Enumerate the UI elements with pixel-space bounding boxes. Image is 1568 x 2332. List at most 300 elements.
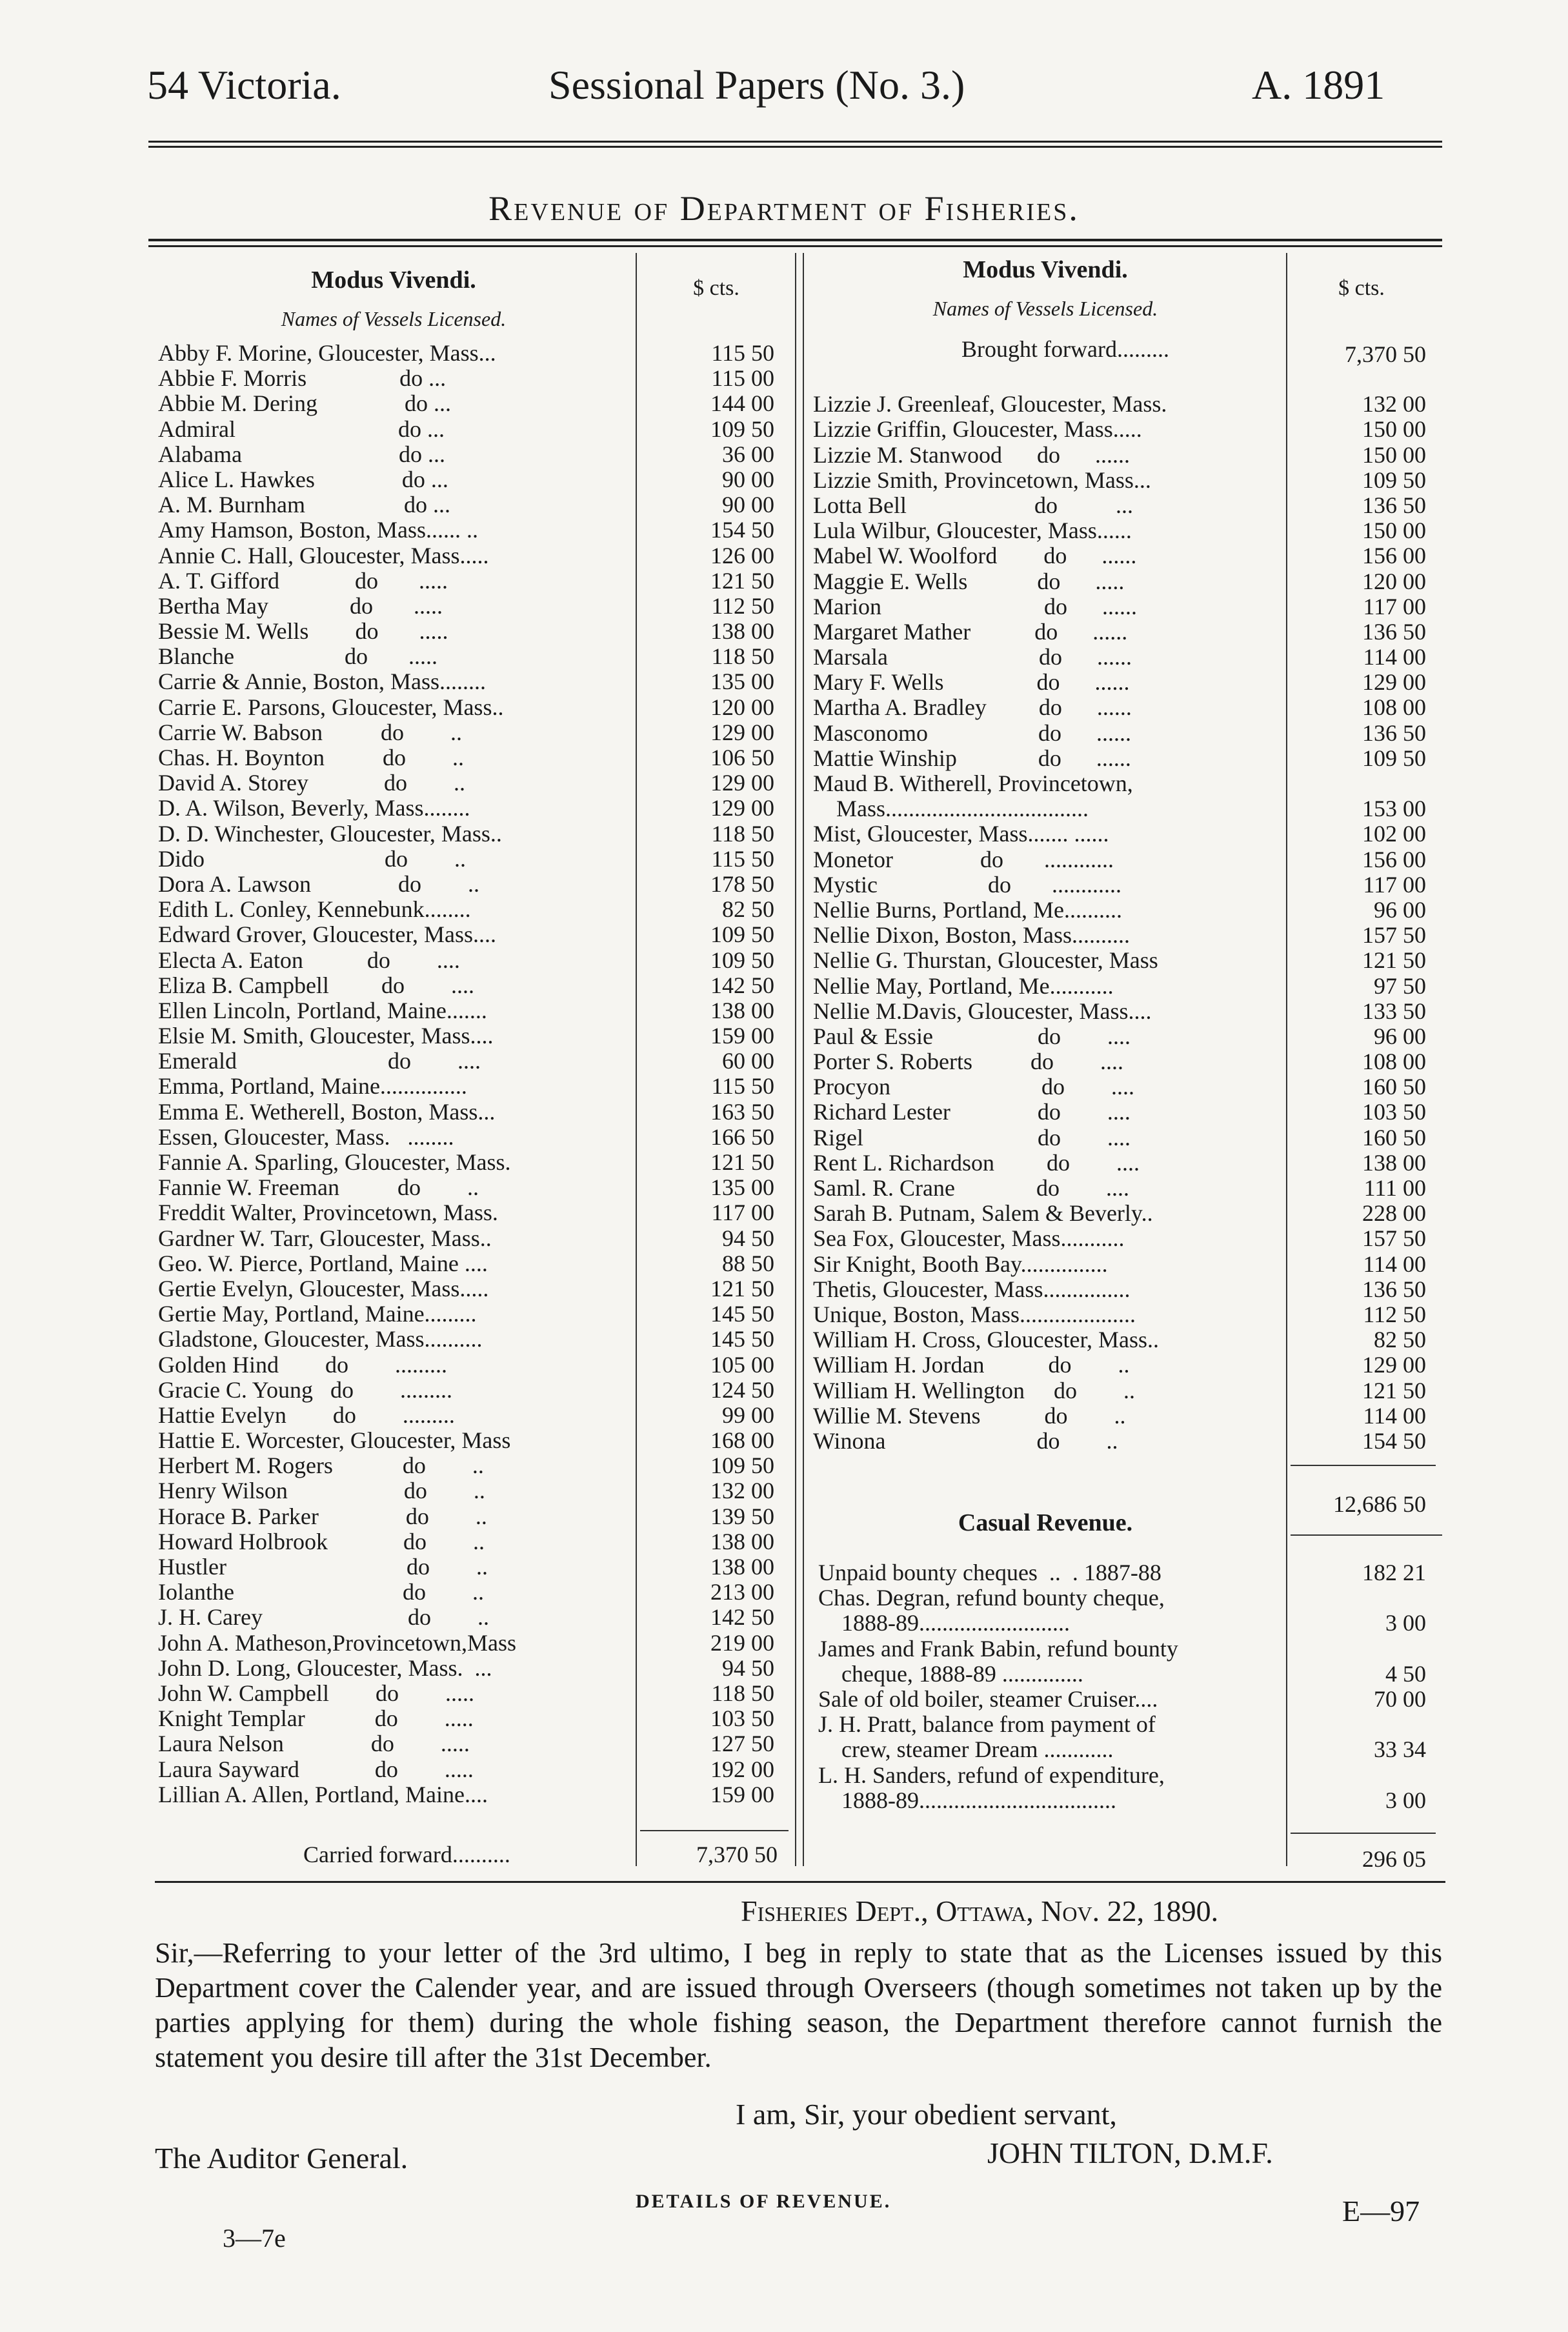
left-vessel-amount: 36 00 [722,441,774,467]
left-vessel-row [158,518,774,543]
right-vessel-amount: 82 50 [1374,1327,1426,1353]
brought-forward-value: 7,370 50 [1345,341,1426,367]
right-vessel-amount: 156 00 [1362,543,1426,569]
right-vessel-name: Margaret Mather do ...... [813,619,1128,645]
left-vessel-amount: 115 00 [711,365,774,392]
left-vessel-name: Chas. H. Boynton do .. [158,745,465,770]
right-vessel-name: Mary F. Wells do ...... [813,670,1130,696]
casual-total-rule [1291,1833,1436,1834]
left-vessel-amount: 159 00 [710,1023,774,1049]
right-vessel-name: Mystic do ............ [813,872,1122,898]
left-vessel-row [158,872,774,897]
left-vessel-name: Freddit Walter, Provincetown, Mass. [158,1200,498,1226]
right-vessel-amount: 157 50 [1362,922,1426,949]
right-vessel-name [813,367,1284,392]
left-vessel-row [158,1631,774,1656]
casual-item-amount: 3 00 [1385,1787,1426,1813]
letter-dateline: Fisheries Dept., Ottawa, Nov. 22, 1890. [741,1895,1219,1927]
left-vessel-amount: 115 50 [711,1073,774,1100]
left-vessel-name: Fannie A. Sparling, Gloucester, Mass. [158,1150,511,1175]
left-vessel-row [158,1049,774,1074]
left-vessel-row [158,1200,774,1225]
left-vessel-name: Iolanthe do .. [158,1580,484,1605]
left-vessel-name: Bertha May do ..... [158,593,443,619]
left-vessel-row [158,1352,774,1378]
left-vessel-row [158,1580,774,1605]
right-vessel-amount: 150 00 [1362,518,1426,544]
right-vessel-name: Lula Wilbur, Gloucester, Mass...... [813,518,1132,544]
right-vessel-amount: 228 00 [1362,1200,1426,1227]
left-vessel-amount: 138 00 [710,997,774,1023]
casual-item-amount: 33 34 [1374,1736,1426,1763]
left-vessel-name: Hustler do .. [158,1554,488,1580]
left-vessel-row [158,492,774,518]
right-vessel-amount: 133 50 [1362,998,1426,1024]
right-vessel-name: Mass................................... [813,796,1089,822]
carried-forward-label: Carried forward.......... [303,1842,510,1867]
right-vessel-row [813,1100,1426,1125]
left-vessel-row [158,922,774,947]
right-vessel-row [813,1327,1426,1352]
left-vessel-amount: 109 50 [710,416,774,442]
right-vessel-row [813,417,1426,442]
right-vessel-row [813,392,1426,417]
right-vessel-row [813,872,1426,898]
left-vessel-row [158,973,774,998]
casual-item-row [818,1763,1426,1788]
letter-signature: JOHN TILTON, D.M.F. [987,2136,1273,2169]
casual-item-row [818,1611,1426,1636]
right-vessel-amount: 103 50 [1362,1099,1426,1125]
left-vessel-row [158,1453,774,1478]
left-vessel-name: Essen, Gloucester, Mass. ........ [158,1124,454,1150]
left-vessel-amount: 135 00 [710,668,774,695]
right-vessel-name: Lizzie M. Stanwood do ...... [813,442,1130,468]
left-vessel-name: Electa A. Eaton do .... [158,947,460,973]
table-bottom-rule [155,1881,1445,1883]
left-vessel-row [158,1681,774,1706]
right-vessel-name: Winona do .. [813,1428,1118,1454]
left-vessel-amount: 121 50 [710,567,774,594]
right-vessel-name: Paul & Essie do .... [813,1023,1131,1049]
right-vessel-name: Porter S. Roberts do .... [813,1049,1123,1075]
right-vessel-name: Nellie G. Thurstan, Gloucester, Mass [813,948,1158,974]
right-vessel-amount: 129 00 [1362,669,1426,696]
left-vessel-amount: 88 50 [722,1250,774,1276]
left-vessel-row [158,998,774,1023]
casual-item-row [818,1788,1426,1813]
right-vessel-name: Sea Fox, Gloucester, Mass........... [813,1226,1125,1252]
left-vessel-name: Abbie F. Morris do ... [158,366,447,392]
right-vessel-row [813,721,1426,746]
left-vessel-amount: 159 00 [710,1781,774,1807]
page-title: Revenue of Department of Fisheries. [488,189,1080,228]
left-vessel-name: David A. Storey do .. [158,770,465,796]
right-vessel-amount: 160 50 [1362,1124,1426,1151]
left-vessel-name: Laura Nelson do ..... [158,1731,470,1757]
right-vessel-row [813,569,1426,594]
left-vessel-name: Hattie E. Worcester, Gloucester, Mass [158,1428,511,1454]
right-vessel-row [813,1352,1426,1378]
right-vessel-name: Monetor do ............ [813,847,1114,872]
left-vessel-row [158,1302,774,1327]
left-vessel-amount: 154 50 [710,517,774,543]
left-vessel-name: Henry Wilson do .. [158,1478,485,1504]
right-vessel-name: Nellie M.Davis, Gloucester, Mass.... [813,998,1152,1024]
right-vessel-row [813,518,1426,543]
left-vessel-row [158,1023,774,1049]
right-vessel-amount: 153 00 [1362,796,1426,822]
right-vessel-amount: 120 00 [1362,568,1426,594]
left-vessel-amount: 82 50 [722,896,774,923]
left-vessel-amount: 106 50 [710,745,774,770]
left-vessel-amount: 118 50 [711,1680,774,1706]
left-vessel-name: Gardner W. Tarr, Gloucester, Mass.. [158,1225,492,1251]
left-vessel-row [158,669,774,694]
left-vessel-amount: 142 50 [710,972,774,998]
left-vessel-amount: 144 00 [710,390,774,417]
right-vessel-name: Sarah B. Putnam, Salem & Beverly.. [813,1201,1153,1227]
left-vessel-name: John A. Matheson,Provincetown,Mass [158,1630,516,1656]
left-vessel-name: Howard Holbrook do .. [158,1529,485,1554]
carried-forward-value: 7,370 50 [696,1842,778,1867]
left-vessel-amount: 99 00 [722,1402,774,1428]
right-vessel-amount: 129 00 [1362,1352,1426,1378]
right-vessel-amount: 96 00 [1374,896,1426,923]
right-vessel-amount: 114 00 [1363,1402,1426,1429]
right-vessel-name: William H. Wellington do .. [813,1378,1135,1403]
right-vessel-name: Thetis, Gloucester, Mass............... [813,1276,1131,1302]
right-vessel-name: Nellie Dixon, Boston, Mass.......... [813,923,1130,949]
left-vessel-amount: 117 00 [711,1200,774,1226]
casual-item-name: 1888-89.................................. [818,1787,1116,1813]
left-vessel-name: Geo. W. Pierce, Portland, Maine .... [158,1251,488,1276]
left-vessel-row [158,543,774,568]
left-vessel-name: Hattie Evelyn do ......... [158,1402,455,1428]
left-vessel-amount: 219 00 [710,1629,774,1656]
right-vessel-name: Nellie May, Portland, Me........... [813,973,1114,999]
left-vessel-name: Gladstone, Gloucester, Mass.......... [158,1327,483,1352]
footer-details: DETAILS OF REVENUE. [636,2191,892,2212]
right-vessel-row [813,1201,1426,1226]
divider-center [795,253,796,1866]
right-vessel-amount [1284,367,1426,392]
right-vessel-row [813,493,1426,518]
left-vessel-row [158,1428,774,1453]
left-vessel-name: Eliza B. Campbell do .... [158,972,474,998]
letter-body: Sir,—Referring to your letter of the 3rd ultimo, I beg in reply to state that as the Licenses issued by this Department cover the Calender year, and are issued through Overseers (though sometimes not taken up by the parties applying for them) during the whole fishing season, the Department therefore cannot furnish the statement you desire till after the 31st December. [155,1937,1442,2073]
casual-item-name: cheque, 1888-89 .............. [818,1661,1083,1687]
left-vessel-row [158,1276,774,1302]
left-vessel-amount: 139 50 [710,1503,774,1529]
right-vessel-name: William H. Jordan do .. [813,1352,1130,1378]
left-vessel-name: J. H. Carey do .. [158,1605,489,1631]
right-vessel-row [813,1252,1426,1277]
left-vessel-row [158,1529,774,1554]
left-vessel-row [158,770,774,796]
right-vessel-row [813,1074,1426,1100]
right-vessel-name: Masconomo do ...... [813,720,1131,746]
left-vessel-amount: 132 00 [710,1478,774,1504]
right-subtotal-rule-2 [1291,1534,1442,1536]
left-vessel-name: John D. Long, Gloucester, Mass. ... [158,1655,492,1681]
footer-sheet-mark: 3—7e [223,2224,286,2253]
casual-total: 296 05 [1362,1846,1426,1872]
left-vessel-amount: 60 00 [722,1048,774,1074]
casual-revenue-list [818,1560,1426,1813]
right-vessel-row [813,898,1426,923]
right-vessel-row [813,468,1426,493]
right-vessel-row [813,1151,1426,1176]
right-vessel-amount: 136 50 [1362,492,1426,518]
right-vessel-row [813,1125,1426,1151]
right-vessel-name: Mabel W. Woolford do ...... [813,543,1137,569]
left-vessel-amount: 168 00 [710,1427,774,1454]
title-rule-2 [148,245,1442,247]
left-vessel-name: A. T. Gifford do ..... [158,568,448,594]
divider-center-2 [803,253,804,1866]
left-vessel-amount: 121 50 [710,1149,774,1175]
left-vessel-amount: 163 50 [710,1098,774,1125]
right-vessel-amount: 160 50 [1362,1074,1426,1100]
left-vessel-name: Alabama do ... [158,441,445,467]
casual-item-name: J. H. Pratt, balance from payment of [818,1712,1156,1738]
left-vessel-row [158,467,774,492]
right-vessel-name: Rent L. Richardson do .... [813,1150,1140,1176]
left-vessel-amount: 121 50 [710,1275,774,1302]
right-vessel-row [813,1226,1426,1251]
left-vessel-row [158,568,774,594]
left-vessel-name: Knight Templar do ..... [158,1706,474,1732]
left-vessel-name: Abbie M. Dering do ... [158,391,451,417]
left-vessel-row [158,1731,774,1756]
left-vessel-amount: 115 50 [711,845,774,872]
left-vessel-row [158,391,774,416]
left-vessel-name: Dido do .. [158,846,466,872]
left-vessel-name: Edith L. Conley, Kennebunk........ [158,897,471,923]
right-vessel-name: Marion do ...... [813,594,1137,619]
left-vessel-name: Lillian A. Allen, Portland, Maine.... [158,1782,488,1807]
left-vessel-list [158,341,774,1807]
right-vessel-row [813,999,1426,1024]
casual-item-amount [1284,1585,1426,1611]
left-vessel-amount: 109 50 [710,947,774,973]
right-subtotal-rule [1291,1465,1436,1466]
right-vessel-amount: 138 00 [1362,1149,1426,1176]
right-vessel-row [813,594,1426,619]
right-vessel-amount [1284,771,1426,796]
left-vessel-amount: 109 50 [710,921,774,948]
left-vessel-amount: 213 00 [710,1579,774,1605]
left-vessel-amount: 124 50 [710,1376,774,1403]
left-vessel-row [158,745,774,770]
left-vessel-row [158,1478,774,1503]
left-vessel-row [158,594,774,619]
right-vessel-name: Saml. R. Crane do .... [813,1176,1129,1201]
casual-item-row [818,1687,1426,1712]
right-vessel-amount: 154 50 [1362,1427,1426,1454]
left-vessel-amount: 90 00 [722,492,774,518]
left-vessel-row [158,442,774,467]
right-vessel-name: Marsala do ...... [813,645,1132,670]
right-vessel-amount: 117 00 [1363,871,1426,898]
left-vessel-name: Carrie & Annie, Boston, Mass........ [158,669,486,695]
right-vessel-row [813,771,1426,796]
right-vessel-row [813,367,1426,392]
left-vessel-row [158,1125,774,1150]
left-vessel-amount: 142 50 [710,1604,774,1631]
left-vessel-amount: 94 50 [722,1654,774,1681]
left-vessel-row [158,1403,774,1428]
right-vessel-amount: 117 00 [1363,593,1426,619]
left-vessel-amount: 109 50 [710,1452,774,1479]
left-vessel-amount: 138 00 [710,1554,774,1580]
right-vessel-row [813,923,1426,948]
casual-item-name: Chas. Degran, refund bounty cheque, [818,1585,1165,1611]
casual-item-row [818,1737,1426,1762]
left-vessel-name: D. D. Winchester, Gloucester, Mass.. [158,821,502,847]
left-vessel-name: Carrie E. Parsons, Gloucester, Mass.. [158,694,504,720]
right-vessel-amount: 108 00 [1362,694,1426,721]
right-vessel-row [813,1378,1426,1403]
right-vessel-row [813,746,1426,771]
right-vessel-row [813,670,1426,695]
right-vessel-amount: 136 50 [1362,719,1426,746]
right-vessel-name: Nellie Burns, Portland, Me.......... [813,897,1122,923]
left-vessel-amount: 138 00 [710,618,774,645]
right-vessel-amount: 109 50 [1362,745,1426,771]
left-vessel-name: Dora A. Lawson do .. [158,871,479,897]
left-vessel-name: Amy Hamson, Boston, Mass...... .. [158,518,479,543]
left-vessel-name: Golden Hind do ......... [158,1352,447,1378]
right-vessel-amount: 157 50 [1362,1225,1426,1252]
left-vessel-name: Emma E. Wetherell, Boston, Mass... [158,1099,496,1125]
casual-item-amount: 3 00 [1385,1610,1426,1636]
left-vessel-amount: 120 00 [710,694,774,720]
right-vessel-row [813,847,1426,872]
casual-item-row [818,1662,1426,1687]
casual-item-name: L. H. Sanders, refund of expenditure, [818,1762,1165,1788]
right-vessel-row [813,1277,1426,1302]
left-vessel-amount: 135 00 [710,1174,774,1201]
left-vessel-amount: 105 00 [710,1351,774,1378]
right-vessel-name: Rigel do .... [813,1125,1131,1151]
right-vessel-amount: 97 50 [1374,972,1426,999]
right-vessel-row [813,619,1426,645]
right-vessel-name: William H. Cross, Gloucester, Mass.. [813,1327,1160,1353]
header-year: A. 1891 [1252,62,1385,108]
left-vessel-row [158,695,774,720]
left-vessel-name: Herbert M. Rogers do .. [158,1453,484,1479]
left-vessel-name: Blanche do ..... [158,644,437,670]
left-vessel-name: Admiral do ... [158,416,445,442]
left-total-rule [640,1830,789,1831]
right-heading: Modus Vivendi. [963,256,1128,283]
left-vessel-row [158,1327,774,1352]
left-vessel-row [158,1150,774,1175]
right-vessel-row [813,645,1426,670]
left-amount-head: $ cts. [693,276,739,300]
right-vessel-name: Lizzie Smith, Provincetown, Mass... [813,467,1151,493]
right-vessel-name: Sir Knight, Booth Bay............... [813,1251,1108,1277]
left-vessel-amount: 112 50 [711,592,774,619]
left-subheading: Names of Vessels Licensed. [281,307,507,330]
left-vessel-row [158,1074,774,1099]
left-vessel-amount: 126 00 [710,542,774,568]
right-vessel-name: Lotta Bell do ... [813,492,1133,518]
casual-item-row [818,1585,1426,1611]
left-heading: Modus Vivendi. [311,266,476,294]
right-vessel-row [813,821,1426,847]
right-vessel-name: Lizzie Griffin, Gloucester, Mass..... [813,417,1142,443]
left-vessel-amount: 192 00 [710,1756,774,1782]
right-vessel-amount: 109 50 [1362,467,1426,493]
right-subtotal: 12,686 50 [1333,1491,1426,1517]
left-vessel-name: A. M. Burnham do ... [158,492,450,518]
right-vessel-name: Richard Lester do .... [813,1100,1131,1125]
left-vessel-row [158,1782,774,1807]
right-vessel-amount: 150 00 [1362,416,1426,443]
left-vessel-row [158,1226,774,1251]
left-vessel-name: Carrie W. Babson do .. [158,719,462,745]
left-vessel-row [158,796,774,821]
casual-item-amount: 182 21 [1362,1560,1426,1585]
casual-item-name: crew, steamer Dream ............ [818,1737,1114,1763]
left-vessel-row [158,1175,774,1200]
left-vessel-amount: 90 00 [722,466,774,492]
left-vessel-amount: 115 50 [711,340,774,366]
left-vessel-row [158,341,774,366]
left-vessel-row [158,948,774,973]
right-vessel-row [813,1024,1426,1049]
left-vessel-name: Fannie W. Freeman do .. [158,1175,479,1201]
left-vessel-name: Gertie May, Portland, Maine......... [158,1302,477,1327]
left-vessel-amount: 145 50 [710,1301,774,1327]
left-vessel-name: Gertie Evelyn, Gloucester, Mass..... [158,1276,489,1302]
right-vessel-name: Willie M. Stevens do .. [813,1403,1126,1429]
header-volume: 54 Victoria. [147,62,341,108]
right-vessel-row [813,1176,1426,1201]
right-vessel-name: Lizzie J. Greenleaf, Gloucester, Mass. [813,392,1167,417]
left-vessel-name: Abby F. Morine, Gloucester, Mass... [158,341,496,366]
header-series: Sessional Papers (No. 3.) [548,62,965,108]
casual-item-name: Sale of old boiler, steamer Cruiser.... [818,1686,1158,1712]
right-vessel-name: Mist, Gloucester, Mass....... ...... [813,821,1109,847]
casual-item-amount: 4 50 [1385,1660,1426,1687]
left-vessel-row [158,1251,774,1276]
left-vessel-row [158,1656,774,1681]
left-vessel-row [158,897,774,922]
left-vessel-name: Emma, Portland, Maine............... [158,1074,467,1100]
left-vessel-row [158,1100,774,1125]
right-vessel-row [813,1429,1426,1454]
left-vessel-name: Gracie C. Young do ......... [158,1377,452,1403]
right-vessel-name: Mattie Winship do ...... [813,745,1131,771]
right-vessel-amount: 114 00 [1363,644,1426,670]
right-vessel-row [813,1302,1426,1327]
left-vessel-row [158,720,774,745]
right-vessel-amount: 150 00 [1362,441,1426,468]
left-vessel-amount: 138 00 [710,1528,774,1554]
casual-item-row [818,1636,1426,1662]
left-vessel-row [158,1706,774,1731]
title-rule [148,239,1442,241]
right-vessel-name: Unique, Boston, Mass.................... [813,1302,1136,1327]
top-rule-2 [148,146,1442,148]
left-vessel-amount: 129 00 [710,719,774,745]
left-vessel-amount: 118 50 [711,643,774,670]
left-vessel-amount: 129 00 [710,770,774,796]
